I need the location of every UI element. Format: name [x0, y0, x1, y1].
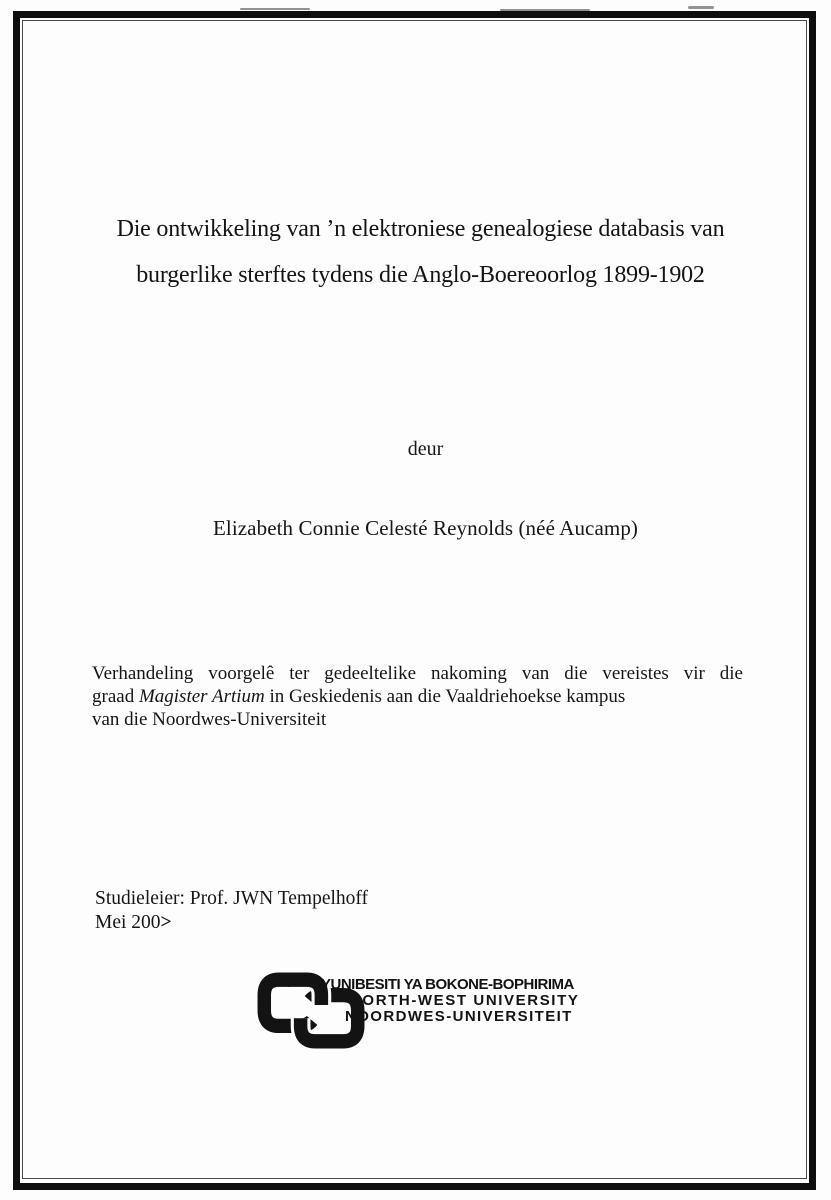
thesis-title [70, 206, 771, 298]
thesis-title-line-1: Die ontwikkeling van ’n elektroniese genealogiese databasis van [116, 216, 725, 242]
scan-artifact [240, 8, 310, 10]
degree-name: Magister Artium [138, 686, 265, 707]
date-seven-glyph: > [160, 912, 171, 933]
submission-line-2-after: in Geskiedenis aan die Vaaldriehoekse kampus [264, 686, 626, 707]
university-name-english: NORTH-WEST UNIVERSITY [350, 992, 580, 1009]
supervisor-line: Studieleier: Prof. JWN Tempelhoff [95, 888, 369, 909]
byline-deur: deur [407, 438, 444, 460]
imprint-block [95, 887, 368, 935]
submission-line-2 [92, 685, 743, 708]
submission-line-2-before: graad [92, 686, 139, 707]
submission-line-3: van die Noordwes-Universiteit [92, 709, 327, 730]
scan-artifact [688, 6, 714, 9]
university-name-afrikaans: NOORDWES-UNIVERSITEIT [345, 1008, 573, 1025]
scan-artifact [500, 9, 590, 11]
submission-line-1: Verhandeling voorgelê ter gedeeltelike nakoming van die vereistes vir die [92, 663, 743, 684]
date-text: Mei 200 [95, 912, 161, 933]
thesis-title-line-2: burgerlike sterftes tydens die Anglo-Boereoorlog 1899-1902 [136, 262, 705, 288]
date-line [95, 911, 368, 935]
author-name: Elizabeth Connie Celesté Reynolds (néé Aucamp) [212, 516, 639, 540]
university-name-setswana: YUNIBESITI YA BOKONE-BOPHIRIMA [321, 976, 574, 993]
submission-statement [92, 662, 743, 731]
university-wordmark [321, 977, 579, 1025]
